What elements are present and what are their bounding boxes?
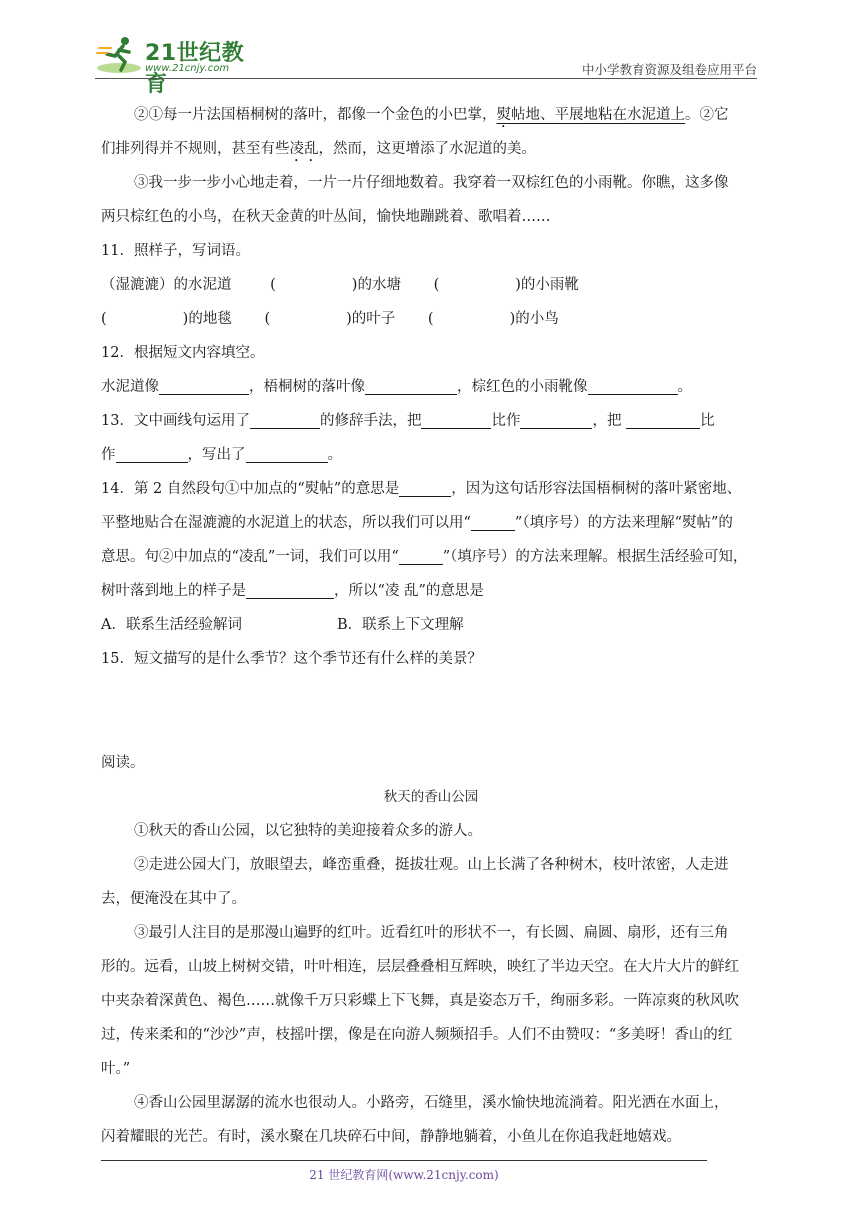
- answer-blank[interactable]: [399, 544, 443, 565]
- passage2-p1: ①秋天的香山公园，以它独特的美迎接着众多的游人。: [134, 823, 482, 839]
- answer-blank[interactable]: [520, 408, 592, 429]
- footer-divider: [101, 1160, 707, 1161]
- q11-row2: [101, 302, 761, 336]
- text: 。: [677, 379, 692, 395]
- paren-open: (: [433, 277, 440, 293]
- example-word: （湿漉漉）的水泥道: [101, 277, 232, 293]
- answer-blank[interactable]: [626, 408, 700, 429]
- page-header: [95, 30, 757, 97]
- text: 意思。句②中加点的“凌乱”一词，我们可以用“: [101, 549, 399, 565]
- text: ”（填序号）的方法来理解。根据生活经验可知，: [442, 549, 748, 565]
- text: )的小雨靴: [515, 277, 579, 293]
- passage-title: 秋天的香山公园: [383, 789, 479, 805]
- q14-line2: [101, 506, 761, 540]
- text: ，梧桐树的落叶像: [249, 379, 365, 395]
- passage2-p3-line3: 中夹杂着深黄色、褐色……就像千万只彩蝶上下飞舞，真是姿态万千，绚丽多彩。一阵凉爽的秋风吹: [101, 993, 739, 1009]
- passage2-p3-line1: ③最引人注目的是那漫山遍野的红叶。近看红叶的形状不一，有长圆、扁圆、扇形，还有三角: [134, 925, 729, 941]
- text: 树叶落到地上的样子是: [101, 583, 246, 599]
- paren-open: (: [264, 311, 271, 327]
- text: 比: [700, 413, 715, 429]
- text: 比作: [491, 413, 521, 429]
- document-body: [101, 98, 761, 1154]
- dotted-char: 乱: [304, 141, 319, 157]
- q12-prompt: 12．根据短文内容填空。: [101, 345, 265, 361]
- text: 的修辞手法，把: [319, 413, 422, 429]
- text: 14．第 2 自然段句①中加点的“熨帖”的意思是: [101, 481, 400, 497]
- header-divider: [95, 78, 757, 79]
- text: 平整地贴合在湿漉漉的水泥道上的状态，所以我们可以用“: [101, 515, 471, 531]
- answer-blank[interactable]: [116, 442, 188, 463]
- answer-blank[interactable]: [588, 374, 678, 395]
- text: 水泥道像: [101, 379, 159, 395]
- text: )的地毯: [182, 311, 232, 327]
- reading-intro: 阅读。: [101, 755, 145, 771]
- answer-blank[interactable]: [246, 442, 328, 463]
- text: 作: [101, 447, 116, 463]
- passage1-p2-line2: [101, 132, 761, 166]
- paren-open: (: [270, 277, 276, 293]
- text: ②①每一片法国梧桐树的落叶，都像一个金色的小巴掌，: [134, 107, 497, 123]
- text: ，把: [592, 413, 622, 429]
- passage2-p4-line2: 闪着耀眼的光芒。有时，溪水聚在几块碎石中间，静静地躺着，小鱼儿在你追我赶地嬉戏。: [101, 1129, 681, 1145]
- paren-open: (: [101, 311, 107, 327]
- answer-space[interactable]: [101, 676, 761, 746]
- page-footer[interactable]: 21 世纪教育网(www.21cnjy.com): [309, 1168, 499, 1182]
- passage2-p3-line2: 形的。远看，山坡上树树交错，叶叶相连，层层叠叠相互辉映，映红了半边天空。在大片大片的鲜红: [101, 959, 739, 975]
- passage2-p3-line4: 过，传来柔和的“沙沙”声，枝摇叶摆，像是在向游人频频招手。人们不由赞叹：“多美呀！香山的红: [101, 1027, 733, 1043]
- text: ，因为这句话形容法国梧桐树的落叶紧密地、: [451, 481, 742, 497]
- text: 。: [327, 447, 342, 463]
- text: )的叶子: [346, 311, 396, 327]
- q14-line4: [101, 574, 761, 608]
- answer-blank[interactable]: [246, 578, 334, 599]
- text: 13．文中画线句运用了: [101, 413, 250, 429]
- option-a[interactable]: A．联系生活经验解词: [101, 617, 242, 633]
- answer-blank[interactable]: [365, 374, 457, 395]
- runner-logo-icon: [95, 34, 143, 76]
- text: )的水塘: [351, 277, 401, 293]
- text: ，写出了: [187, 447, 246, 463]
- text: ”（填序号）的方法来理解“熨帖”的: [514, 515, 733, 531]
- text: 们排列得并不规则，甚至有些: [101, 141, 290, 157]
- text: 帖地、平展地粘在水泥道上: [511, 107, 685, 123]
- dotted-char: 熨: [496, 107, 511, 123]
- q11-row1: [101, 268, 761, 302]
- paren-open: (: [427, 311, 434, 327]
- q13-line2: [101, 438, 761, 472]
- q14-options: [101, 608, 761, 642]
- dotted-char: 凌: [289, 141, 304, 157]
- answer-blank[interactable]: [159, 374, 249, 395]
- passage2-p2-line1: ②走进公园大门，放眼望去，峰峦重叠，挺拔壮观。山上长满了各种树木，枝叶浓密，人走进: [134, 857, 729, 873]
- text: ，棕红色的小雨靴像: [457, 379, 588, 395]
- text: ，所以“凌 乱”的意思是: [334, 583, 484, 599]
- passage1-p3-line2: 两只棕红色的小鸟，在秋天金黄的叶丛间，愉快地蹦跳着、歌唱着……: [101, 209, 551, 225]
- q14-line1: [101, 472, 761, 506]
- site-logo: [95, 34, 260, 97]
- logo-main-text: 21世纪教育: [145, 41, 245, 97]
- platform-name: 中小学教育资源及组卷应用平台: [581, 62, 757, 77]
- logo-sub-text: www.21cnjy.com: [145, 63, 230, 74]
- text: 。②它: [685, 107, 729, 123]
- answer-blank[interactable]: [471, 510, 515, 531]
- q13-line1: [101, 404, 761, 438]
- q12-fill-line: [101, 370, 761, 404]
- option-b[interactable]: B．联系上下文理解: [337, 617, 464, 633]
- passage2-p3-line5: 叶。”: [101, 1061, 131, 1077]
- underlined-sentence: [497, 107, 686, 123]
- answer-blank[interactable]: [421, 408, 491, 429]
- passage2-p2-line2: 去，便淹没在其中了。: [101, 891, 246, 907]
- passage1-p3-line1: ③我一步一步小心地走着，一片一片仔细地数着。我穿着一双棕红色的小雨靴。你瞧，这多像: [134, 175, 729, 191]
- answer-blank[interactable]: [399, 476, 451, 497]
- answer-blank[interactable]: [250, 408, 320, 429]
- passage1-p2-line1: [101, 98, 761, 132]
- q14-line3: [101, 540, 761, 574]
- q15-prompt: 15．短文描写的是什么季节？这个季节还有什么样的美景？: [101, 651, 482, 667]
- q11-prompt: 11．照样子，写词语。: [101, 243, 250, 259]
- text: ，然而，这更增添了水泥道的美。: [318, 141, 536, 157]
- text: )的小鸟: [509, 311, 559, 327]
- passage2-p4-line1: ④香山公园里潺潺的流水也很动人。小路旁，石缝里，溪水愉快地流淌着。阳光洒在水面上，: [134, 1095, 729, 1111]
